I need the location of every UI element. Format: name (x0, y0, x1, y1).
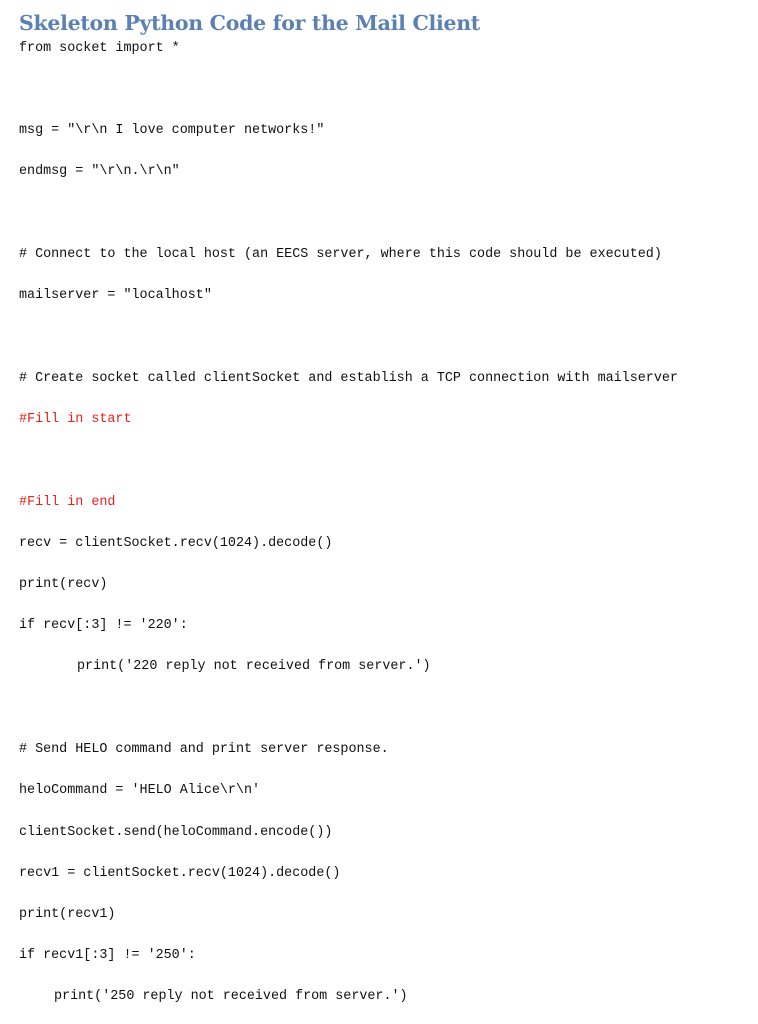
code-line-recv: recv = clientSocket.recv(1024).decode() (19, 536, 333, 551)
code-line-import: from socket import * (19, 41, 180, 56)
code-line-recv1: recv1 = clientSocket.recv(1024).decode() (19, 866, 341, 881)
code-line-print-250-error: print('250 reply not received from server.') (54, 989, 408, 1004)
fill-in-end-marker: #Fill in end (19, 495, 116, 510)
code-comment-send-helo: # Send HELO command and print server response. (19, 742, 389, 757)
code-line-helo-command: heloCommand = 'HELO Alice\r\n' (19, 783, 261, 798)
document-title: Skeleton Python Code for the Mail Client (19, 11, 480, 35)
code-comment-connect: # Connect to the local host (an EECS server, where this code should be executed) (19, 247, 662, 262)
code-line-print-recv1: print(recv1) (19, 907, 116, 922)
fill-in-start-marker: #Fill in start (19, 412, 132, 427)
code-line-if-250: if recv1[:3] != '250': (19, 948, 196, 963)
code-line-endmsg: endmsg = "\r\n.\r\n" (19, 164, 180, 179)
code-line-print-recv: print(recv) (19, 577, 108, 592)
code-line-send-helo: clientSocket.send(heloCommand.encode()) (19, 825, 333, 840)
code-line-if-220: if recv[:3] != '220': (19, 618, 188, 633)
code-line-mailserver: mailserver = "localhost" (19, 288, 212, 303)
code-comment-create-socket: # Create socket called clientSocket and establish a TCP connection with mailserver (19, 371, 678, 386)
code-line-msg: msg = "\r\n I love computer networks!" (19, 123, 325, 138)
code-line-print-220-error: print('220 reply not received from server.') (77, 659, 431, 674)
